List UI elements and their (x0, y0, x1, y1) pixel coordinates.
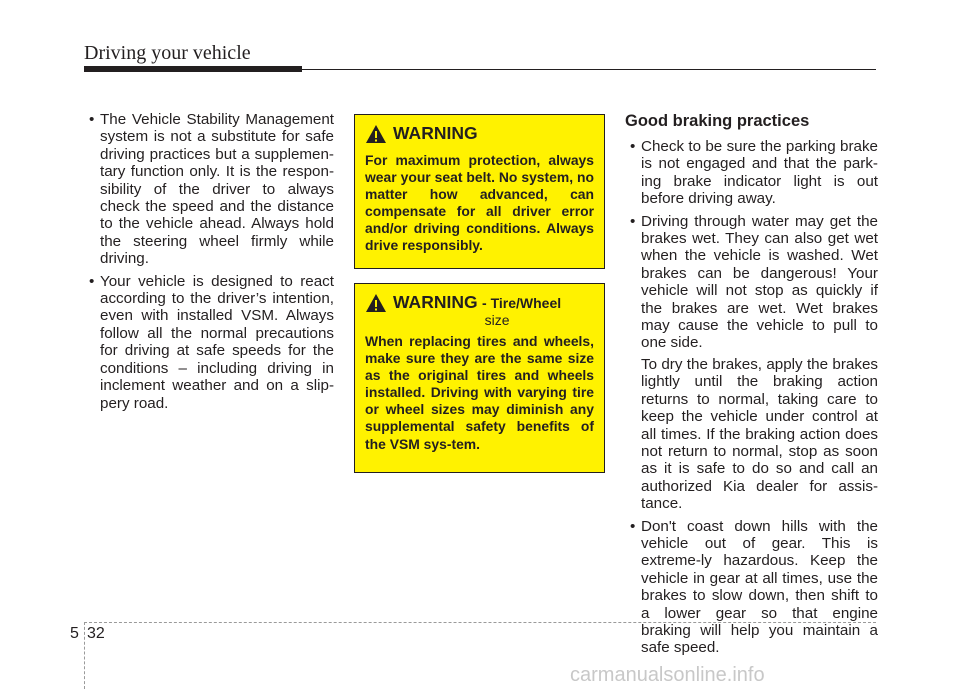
list-item (625, 138, 878, 208)
warning-subtitle: - Tire/Wheel (482, 295, 562, 311)
right-column (625, 111, 878, 662)
list-item (625, 518, 878, 657)
warning-body: For maximum protection, always wear your seat belt. No system, no matter how advanced, can compensate for all driver error and/or driving conditions. Always drive responsibly. (365, 152, 594, 254)
header-rule (302, 69, 876, 70)
header-bar (84, 66, 302, 72)
warning-title: WARNING (393, 123, 478, 143)
page-number: 32 (87, 625, 105, 642)
list-item: • Your vehicle is designed to react according to the driver’s intention, even with installed VSM. Always follow all the normal precautions for driving at safe speeds for the conditions – including driving in inclement weather and on a slip-pery road. (84, 273, 334, 412)
warning-body: When replacing tires and wheels, make sure they are the same size as the original tires and wheels installed. Driving with varying tire or wheel sizes may diminish any supplemental safety benefits of the VSM sys-tem. (365, 333, 594, 452)
list-item-continuation: To dry the brakes, apply the brakes lightly until the braking action returns to normal, taking care to keep the vehicle under control at all times. If the braking action does not return to normal, stop as soon as it is safe to do so and call an authorized Kia dealer for assis-tance. (641, 355, 878, 513)
warning-title: WARNING (393, 292, 478, 312)
left-column (84, 111, 334, 417)
section-heading: Good braking practices (625, 112, 810, 130)
list-item: • The Vehicle Stability Management system is not a substitute for safe driving practices but a supplemen-tary function only. It is the respon-sibility of the driver to always check the speed and the distance to the vehicle ahead. Always hold the steering wheel firmly while driving. (84, 111, 334, 268)
page-chapter-number: 5 (70, 625, 79, 642)
list-item (625, 213, 878, 513)
list-item-text: • Driving through water may get the brakes wet. They can also get wet when the vehicle is washed. Wet brakes can be dangerous! Your vehicle will not stop as quickly if the brakes are wet. Wet brakes may cause the vehicle to pull to one side. (641, 212, 878, 352)
warning-triangle-icon (365, 293, 387, 313)
warning-box-tire-wheel (354, 283, 605, 473)
footer-rule (84, 622, 876, 623)
list-item-text: • Check to be sure the parking brake is not engaged and that the park-ing brake indicator light is out before driving away. (641, 138, 878, 208)
footer-divider (84, 622, 85, 689)
warning-subtitle-continued: size (484, 312, 510, 328)
watermark: carmanualsonline.info (570, 664, 765, 686)
warning-triangle-icon (365, 124, 387, 144)
warning-box-seat-belt (354, 114, 605, 269)
page-header-title: Driving your vehicle (84, 42, 251, 64)
list-item-text: • Don't coast down hills with the vehicle out of gear. This is extreme-ly hazardous. Keep the vehicle in gear at all times, use the brakes to slow down, then shift to a lower gear so that engine braking will help you maintain a safe speed. (641, 517, 878, 657)
